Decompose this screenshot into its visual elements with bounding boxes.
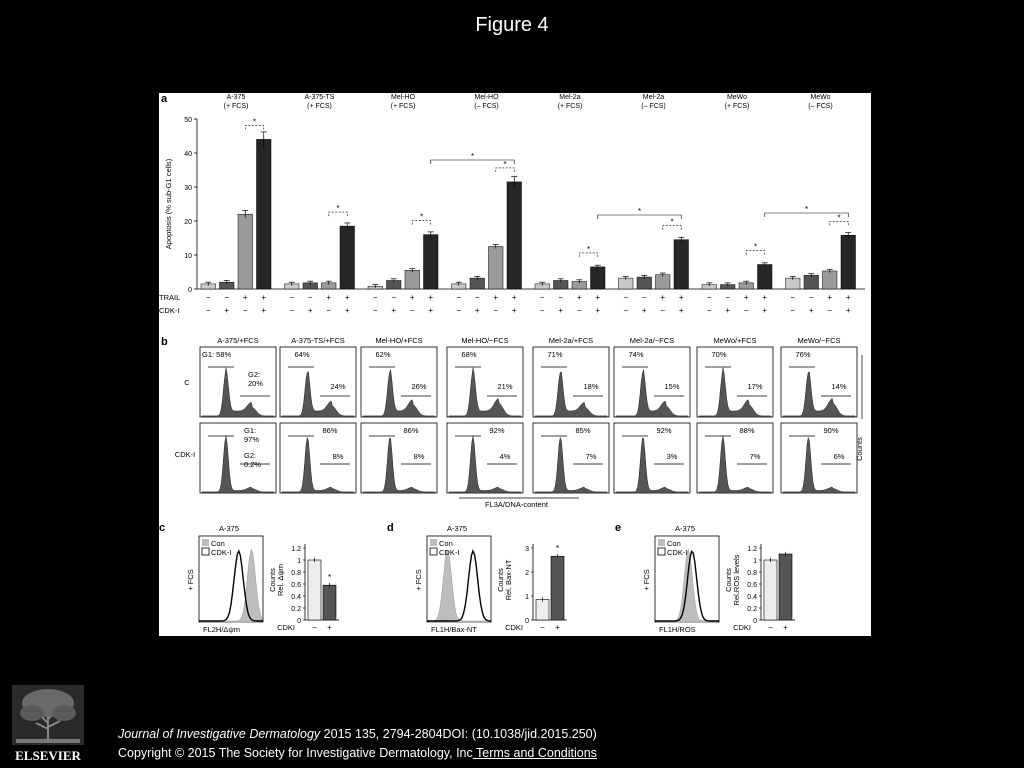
cdki-sign: +	[762, 306, 768, 315]
panel-e-sign: +	[783, 623, 788, 632]
histogram-title-3: Mel-HO/−FCS	[461, 336, 509, 345]
trail-sign: +	[678, 293, 684, 302]
trail-sign: −	[391, 293, 397, 302]
bar	[424, 235, 439, 289]
dna-axis-label: FL3A/DNA-content	[485, 500, 548, 509]
legend-con-label: Con	[211, 539, 225, 548]
elsevier-logo-text: ELSEVIER	[15, 748, 81, 763]
y-tick-label: 0.6	[291, 582, 301, 589]
y-tick-label: 0.2	[291, 606, 301, 613]
legend-cdki-swatch	[430, 548, 437, 555]
histogram-frame-cdki	[447, 423, 523, 493]
g1-value-control: 76%	[795, 350, 811, 359]
legend-con-swatch	[430, 539, 437, 546]
cdki-sign: −	[623, 306, 629, 315]
figure-canvas	[159, 93, 871, 636]
trail-sign: −	[725, 293, 731, 302]
g2-value-control: 15%	[664, 382, 680, 391]
legend-cdki-label: CDK-I	[667, 548, 688, 557]
trail-sign: +	[409, 293, 415, 302]
panel-c-bar	[323, 585, 336, 620]
copyright-line	[118, 744, 998, 763]
bar	[804, 275, 819, 289]
y-tick-label: 2	[525, 570, 529, 577]
g2-value-control: 20%	[248, 379, 264, 388]
panel-e-label: e	[615, 522, 622, 534]
panel-d-bar	[551, 556, 564, 620]
cdki-sign: −	[456, 306, 462, 315]
g2-value-control: 21%	[497, 382, 513, 391]
cdki-sign: +	[845, 306, 851, 315]
cdki-sign: +	[725, 306, 731, 315]
panel-d-cdki-label: CDKI	[505, 623, 523, 632]
row-label-cdki: CDK-I	[174, 450, 196, 459]
group-label-1: A-375-TS	[304, 94, 335, 101]
y-tick-label: 20	[184, 219, 192, 226]
trail-sign: −	[808, 293, 814, 302]
g1-label-cdki: G1:	[244, 426, 257, 435]
cdki-sign: −	[576, 306, 582, 315]
histogram-title-2: Mel-HO/+FCS	[375, 336, 423, 345]
legend-cdki-swatch	[658, 548, 665, 555]
trail-sign: +	[762, 293, 768, 302]
cdki-sign: −	[743, 306, 749, 315]
legend-cdki-swatch	[202, 548, 209, 555]
trail-sign: −	[372, 293, 378, 302]
panel-d-star: *	[555, 544, 560, 554]
cdki-sign: +	[474, 306, 480, 315]
panel-c-star: *	[327, 573, 332, 583]
panel-d-bar	[536, 599, 549, 620]
g2-value-control: 24%	[330, 382, 346, 391]
panel-e-cell: A-375	[674, 524, 696, 533]
cdki-sign: +	[678, 306, 684, 315]
panel-d-ylabel: Rel. Bax-NT	[504, 559, 513, 601]
cdki-sign: −	[372, 306, 378, 315]
significance-star: *	[753, 242, 758, 252]
histogram-title-0: A-375/+FCS	[217, 336, 259, 345]
histogram-title-1: A-375-TS/+FCS	[291, 336, 345, 345]
y-tick-label: 1.2	[291, 546, 301, 553]
y-tick-label: 0	[188, 287, 192, 294]
y-tick-label: 1	[525, 594, 529, 601]
y-tick-label: 10	[184, 253, 192, 260]
row-label-control: C	[184, 378, 190, 387]
trail-sign: +	[743, 293, 749, 302]
g2-value-control: 26%	[411, 382, 427, 391]
bar	[489, 247, 504, 290]
group-condition-2: (+ FCS)	[390, 103, 416, 110]
histogram-frame-cdki	[361, 423, 437, 493]
cdki-sign: −	[790, 306, 796, 315]
citation-line	[118, 725, 998, 744]
panel-c-counts-label: Counts	[268, 568, 277, 592]
trail-sign: −	[558, 293, 564, 302]
histogram-title-7: MeWo/−FCS	[797, 336, 841, 345]
significance-star: *	[586, 244, 591, 254]
g1-value-control: 71%	[547, 350, 563, 359]
panel-d-sign: +	[555, 623, 560, 632]
g2-value-cdki: 6%	[833, 452, 845, 461]
cdki-sign: +	[344, 306, 350, 315]
trail-sign: +	[576, 293, 582, 302]
significance-star: *	[837, 213, 841, 223]
group-condition-0: (+ FCS)	[223, 103, 249, 110]
bar	[841, 235, 856, 289]
group-condition-7: (– FCS)	[808, 103, 833, 110]
cdki-sign: −	[326, 306, 332, 315]
panel-e-xlabel: FL1H/ROS	[659, 625, 696, 634]
trail-sign: +	[660, 293, 666, 302]
legend-cdki-label: CDK-I	[211, 548, 232, 557]
legend-con-label: Con	[439, 539, 453, 548]
cdki-row-label: CDK-I	[159, 306, 180, 315]
histogram-frame-cdki	[781, 423, 857, 493]
panel-a-label: a	[161, 93, 168, 105]
group-condition-1: (+ FCS)	[307, 103, 332, 110]
cdki-sign: −	[493, 306, 499, 315]
panel-d-sign: −	[540, 623, 545, 632]
trail-sign: −	[539, 293, 545, 302]
g1-value-cdki: 85%	[575, 426, 591, 435]
trail-sign: +	[493, 293, 499, 302]
histogram-frame-cdki	[280, 423, 356, 493]
histogram-title-6: MeWo/+FCS	[713, 336, 757, 345]
y-tick-label: 0.6	[747, 582, 757, 589]
bar	[591, 267, 606, 289]
g1-label-control: G1: 58%	[202, 350, 232, 359]
group-condition-6: (+ FCS)	[724, 103, 750, 110]
significance-star: *	[670, 217, 674, 227]
cdki-sign: −	[409, 306, 415, 315]
panel-c-ylabel: Rel. Δψm	[276, 563, 285, 597]
bar	[507, 182, 522, 289]
panel-e-ylabel: Rel.ROS levels	[732, 554, 741, 606]
y-tick-label: 0	[525, 618, 529, 625]
trail-sign: +	[511, 293, 517, 302]
trail-sign: −	[706, 293, 712, 302]
trail-sign: +	[326, 293, 332, 302]
y-tick-label: 0.8	[747, 570, 757, 577]
g1-value-cdki: 86%	[403, 426, 419, 435]
g2-value-cdki: 3%	[666, 452, 678, 461]
citation-footer	[118, 725, 998, 763]
y-tick-label: 0	[753, 618, 757, 625]
cdki-sign: +	[641, 306, 647, 315]
group-label-7: MeWo	[810, 94, 831, 101]
panel-e-bar	[779, 554, 792, 620]
panel-d-xlabel: FL1H/Bax-NT	[431, 625, 477, 634]
g1-value-cdki: 97%	[244, 435, 260, 444]
cdki-sign: −	[827, 306, 833, 315]
group-label-4: Mel-2a	[559, 94, 581, 101]
cdki-sign: +	[307, 306, 313, 315]
trail-sign: −	[456, 293, 462, 302]
trail-sign: −	[790, 293, 796, 302]
histogram-frame-cdki	[533, 423, 609, 493]
y-tick-label: 0.4	[291, 594, 301, 601]
trail-sign: −	[641, 293, 647, 302]
cdki-sign: −	[242, 306, 248, 315]
trail-sign: +	[827, 293, 833, 302]
trail-sign: +	[845, 293, 851, 302]
comparison-star: *	[470, 152, 475, 161]
y-tick-label: 1	[297, 558, 301, 565]
panel-c-bar	[308, 560, 321, 620]
g2-value-cdki: 7%	[585, 452, 597, 461]
bar	[238, 214, 253, 289]
significance-star: *	[252, 117, 257, 127]
panel-c-sign: −	[312, 623, 317, 632]
cdki-sign: +	[511, 306, 517, 315]
y-tick-label: 0.4	[747, 594, 757, 601]
group-condition-4: (+ FCS)	[557, 103, 583, 110]
g1-value-cdki: 92%	[656, 426, 672, 435]
g1-value-control: 64%	[294, 350, 310, 359]
g2-value-cdki: 8%	[332, 452, 344, 461]
cdki-sign: +	[224, 306, 230, 315]
y-axis-label: Apoptosis (% sub-G1 cells)	[164, 158, 173, 250]
g2-label-cdki: G2:	[244, 451, 257, 460]
g1-value-cdki: 86%	[322, 426, 338, 435]
group-label-3: Mel-HO	[474, 94, 499, 101]
slide-title: Figure 4	[475, 14, 549, 36]
histogram-frame-cdki	[614, 423, 690, 493]
group-label-0: A-375	[226, 94, 246, 101]
trail-sign: −	[307, 293, 313, 302]
panel-e-bar	[764, 560, 777, 620]
cdki-sign: +	[595, 306, 601, 315]
g1-value-cdki: 90%	[823, 426, 839, 435]
g2-value-control: 17%	[747, 382, 763, 391]
panel-d-cell: A-375	[446, 524, 468, 533]
trail-row-label: TRAIL	[159, 293, 181, 302]
y-tick-label: 0.2	[747, 606, 757, 613]
g2-value-control: 18%	[583, 382, 599, 391]
journal-name: Journal of Investigative Dermatology	[118, 727, 321, 741]
trail-sign: −	[474, 293, 480, 302]
significance-star: *	[336, 204, 340, 214]
y-tick-label: 1.2	[747, 546, 757, 553]
legend-con-label: Con	[667, 539, 681, 548]
legend-cdki-label: CDK-I	[439, 548, 460, 557]
g1-value-control: 62%	[375, 350, 391, 359]
trail-sign: −	[623, 293, 629, 302]
panel-c-side-label: + FCS	[186, 569, 195, 591]
comparison-star: *	[804, 205, 809, 214]
panel-d-label: d	[387, 522, 394, 534]
group-label-2: Mel-HO	[390, 94, 416, 101]
bar	[637, 277, 652, 289]
bar	[257, 139, 272, 289]
g1-value-cdki: 88%	[739, 426, 755, 435]
significance-star: *	[503, 159, 507, 169]
panel-b-label: b	[161, 336, 168, 348]
cdki-sign: +	[558, 306, 564, 315]
panel-e-counts-label: Counts	[724, 568, 733, 592]
bar	[340, 226, 355, 289]
panel-c-cdki-label: CDKI	[277, 623, 295, 632]
trail-sign: −	[205, 293, 211, 302]
trail-sign: +	[595, 293, 601, 302]
g2-value-cdki: 7%	[749, 452, 761, 461]
g1-value-control: 74%	[628, 350, 644, 359]
bar	[823, 271, 838, 289]
panel-c-label: c	[159, 522, 166, 534]
y-tick-label: 0	[297, 618, 301, 625]
y-tick-label: 50	[184, 117, 192, 124]
trail-sign: +	[242, 293, 248, 302]
bar	[656, 275, 671, 289]
panel-e-sign: −	[768, 623, 773, 632]
group-label-5: Mel-2a	[642, 94, 665, 101]
panel-d-counts-label: Counts	[496, 568, 505, 592]
y-tick-label: 0.8	[291, 570, 301, 577]
cdki-sign: −	[289, 306, 295, 315]
trail-sign: +	[428, 293, 434, 302]
y-tick-label: 1	[753, 558, 757, 565]
comparison-star: *	[637, 207, 642, 216]
cdki-sign: −	[706, 306, 712, 315]
group-condition-5: (– FCS)	[641, 103, 666, 110]
panel-d-side-label: + FCS	[414, 569, 423, 591]
cdki-sign: +	[391, 306, 397, 315]
g2-value-control: 14%	[831, 382, 847, 391]
g1-value-control: 68%	[461, 350, 477, 359]
significance-star: *	[419, 212, 424, 222]
cdki-sign: −	[205, 306, 211, 315]
g2-value-cdki: 8%	[413, 452, 425, 461]
trail-sign: +	[344, 293, 350, 302]
terms-link[interactable]: Terms and Conditions	[472, 746, 597, 760]
bar	[758, 265, 773, 289]
y-tick-label: 3	[525, 546, 529, 553]
counts-axis-label: Counts	[855, 437, 864, 461]
histogram-title-4: Mel-2a/+FCS	[548, 336, 594, 345]
panel-e-side-label: + FCS	[642, 569, 651, 591]
y-tick-label: 40	[184, 151, 192, 158]
cdki-sign: +	[261, 306, 267, 315]
g1-value-control: 70%	[711, 350, 727, 359]
g2-value-cdki: 4%	[499, 452, 511, 461]
group-condition-3: (– FCS)	[474, 103, 499, 110]
group-label-6: MeWo	[726, 94, 748, 101]
copyright-text: Copyright © 2015 The Society for Investigative Dermatology, Inc	[118, 746, 473, 760]
histogram-title-5: Mel-2a/−FCS	[629, 336, 675, 345]
g2-value-cdki: 0.2%	[244, 460, 262, 469]
bar	[405, 270, 420, 289]
histogram-frame-cdki	[697, 423, 773, 493]
panel-c-cell: A-375	[218, 524, 240, 533]
y-tick-label: 30	[184, 185, 192, 192]
histogram-frame-cdki	[200, 423, 276, 493]
trail-sign: −	[224, 293, 230, 302]
g2-label-control: G2:	[248, 370, 261, 379]
trail-sign: +	[261, 293, 267, 302]
figure-4	[159, 93, 871, 636]
legend-con-swatch	[202, 539, 209, 546]
cdki-sign: −	[660, 306, 666, 315]
bar	[674, 240, 689, 289]
cdki-sign: +	[428, 306, 434, 315]
panel-e-cdki-label: CDKI	[733, 623, 751, 632]
trail-sign: −	[289, 293, 295, 302]
panel-c-sign: +	[327, 623, 332, 632]
legend-con-swatch	[658, 539, 665, 546]
cdki-sign: −	[539, 306, 545, 315]
g1-value-cdki: 92%	[489, 426, 505, 435]
panel-c-xlabel: FL2H/Δψm	[203, 625, 241, 634]
elsevier-logo	[10, 683, 86, 763]
citation-doi: 2015 135, 2794-2804DOI: (10.1038/jid.2015.250)	[320, 727, 597, 741]
cdki-sign: +	[808, 306, 814, 315]
